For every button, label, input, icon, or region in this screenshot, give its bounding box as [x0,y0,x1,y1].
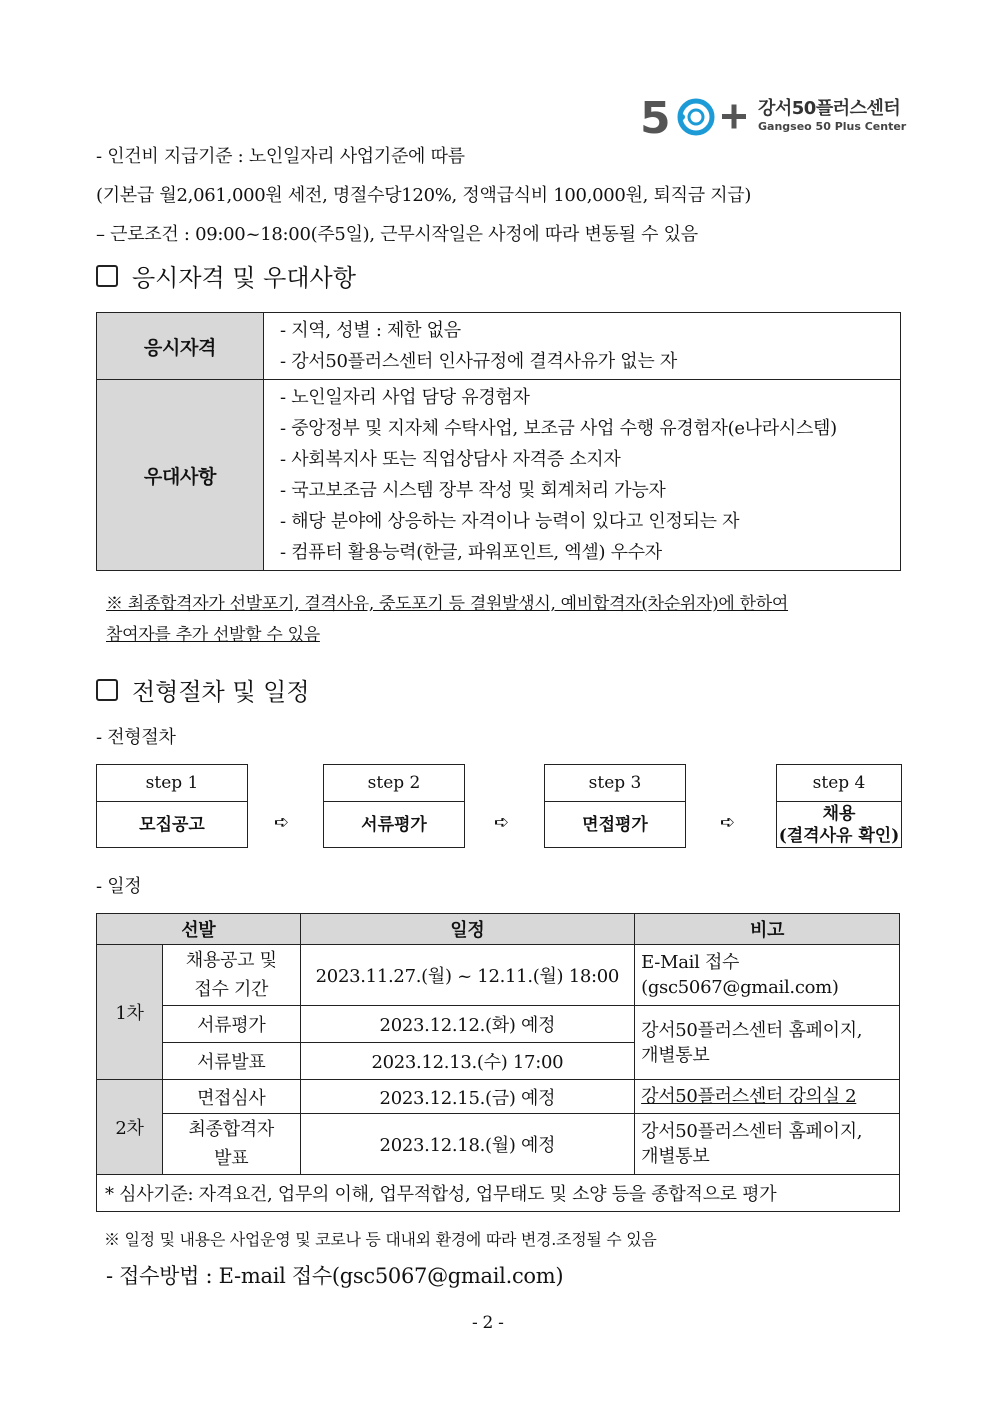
section-heading-process [96,672,310,707]
step-number: step 1 [97,765,247,802]
cell-line: 강서50플러스센터 홈페이지, [641,1019,863,1041]
list-item: - 중앙정부 및 지자체 수탁사업, 보조금 사업 수행 유경험자(e나라시스템) [280,418,837,439]
list-item: - 컴퓨터 활용능력(한글, 파워포인트, 엑셀) 우수자 [280,542,662,563]
date-cell: 2023.12.18.(월) 예정 [300,1114,634,1175]
cell-line: 발표 [214,1148,249,1169]
reserve-note-line1: ※ 최종합격자가 선발포기, 결격사유, 중도포기 등 결원발생시, 예비합격자(차순위자)에 한하여 [106,594,789,614]
column-header: 비고 [635,914,900,945]
table-row [97,313,901,380]
table-row [97,1080,900,1114]
column-header: 일정 [300,914,634,945]
cell-line: 개별통보 [641,1146,710,1167]
qualification-table [96,312,901,571]
row-content [264,313,901,380]
arrow-right-icon: ➪ [274,812,290,833]
item-cell: 서류발표 [162,1043,300,1080]
checkbox-square-icon [96,265,118,287]
note-cell [635,1006,900,1080]
list-item: - 해당 분야에 상응하는 자격이나 능력이 있다고 인정되는 자 [280,511,740,532]
logo-50-plus-icon [640,92,752,142]
salary-detail-line: (기본급 월2,061,000원 세전, 명절수당120%, 정액급식비 100,000원, 퇴직금 지급) [96,185,752,206]
change-notice: ※ 일정 및 내용은 사업운영 및 코로나 등 대내외 환경에 따라 변경.조정될 수 있음 [104,1230,657,1249]
logo-name-en: Gangseo 50 Plus Center [758,120,907,133]
cell-line: 접수 기간 [194,979,269,1000]
step-box-3 [544,764,686,848]
checkbox-square-icon [96,679,118,701]
step-box-1 [96,764,248,848]
step-number: step 4 [777,765,901,802]
step-name-block [777,802,901,848]
step-number: step 3 [545,765,685,802]
table-footer-row [97,1175,900,1212]
list-item: - 국고보조금 시스템 장부 작성 및 회계처리 가능자 [280,480,666,501]
page-number: - 2 - [472,1313,504,1333]
date-cell: 2023.12.15.(금) 예정 [300,1080,634,1114]
table-header-row [97,914,900,945]
section-title: 응시자격 및 우대사항 [132,264,356,292]
arrow-right-icon: ➪ [494,812,510,833]
step-box-2 [323,764,465,848]
process-label: - 전형절차 [96,727,176,748]
table-row [97,1006,900,1043]
table-row [97,1114,900,1175]
date-cell: 2023.12.13.(수) 17:00 [300,1043,634,1080]
evaluation-criteria: * 심사기준: 자격요건, 업무의 이해, 업무적합성, 업무태도 및 소양 등을 종합적으로 평가 [97,1175,900,1212]
section-title: 전형절차 및 일정 [132,678,310,706]
date-cell: 2023.12.12.(화) 예정 [300,1006,634,1043]
list-item: - 지역, 성별 : 제한 없음 [280,320,461,341]
row-header: 응시자격 [97,313,264,380]
column-header: 선발 [97,914,301,945]
schedule-table [96,913,900,1212]
center-logo [640,92,910,142]
logo-mark-five: 5 [640,93,671,142]
cell-line: 채용공고 및 [185,950,277,971]
step-name: 채용 [822,804,856,824]
step-name: 모집공고 [139,815,205,835]
note-cell: 강서50플러스센터 강의실 2 [635,1080,900,1114]
step-sub: (결격사유 확인) [778,826,900,846]
note-cell [635,945,900,1006]
item-cell [162,1114,300,1175]
date-cell: 2023.11.27.(월) ~ 12.11.(월) 18:00 [300,945,634,1006]
list-item: - 노인일자리 사업 담당 유경험자 [280,387,530,408]
cell-line: E-Mail 접수 [641,952,740,973]
list-item: - 사회복지사 또는 직업상담사 자격증 소지자 [280,449,621,470]
cell-line: (gsc5067@gmail.com) [641,977,839,998]
step-name: 면접평가 [582,815,648,835]
arrow-right-icon: ➪ [720,812,736,833]
item-cell: 서류평가 [162,1006,300,1043]
step-name: 서류평가 [361,815,427,835]
cell-line: 개별통보 [641,1044,710,1066]
item-cell [162,945,300,1006]
step-box-4 [776,764,902,848]
cell-line: 강서50플러스센터 홈페이지, [641,1121,863,1142]
reserve-note-line2: 참여자를 추가 선발할 수 있음 [106,625,320,645]
step-number: step 2 [324,765,464,802]
apply-method: - 접수방법 : E-mail 접수(gsc5067@gmail.com) [106,1264,564,1288]
salary-standard-line: - 인건비 지급기준 : 노인일자리 사업기준에 따름 [96,146,465,167]
row-header: 우대사항 [97,380,264,571]
cell-line: 최종합격자 [188,1119,274,1140]
row-content [264,380,901,571]
table-row [97,380,901,571]
item-cell: 면접심사 [162,1080,300,1114]
work-condition-line: – 근로조건 : 09:00~18:00(주5일), 근무시작일은 사정에 따라 변동될 수 있음 [96,224,698,245]
table-row [97,945,900,1006]
schedule-label: - 일정 [96,876,142,897]
round-cell: 2차 [97,1080,163,1175]
list-item: - 강서50플러스센터 인사규정에 결격사유가 없는 자 [280,351,677,372]
section-heading-qualification [96,258,356,293]
note-cell [635,1114,900,1175]
logo-name-kr: 강서50플러스센터 [758,98,901,119]
round-cell: 1차 [97,945,163,1080]
